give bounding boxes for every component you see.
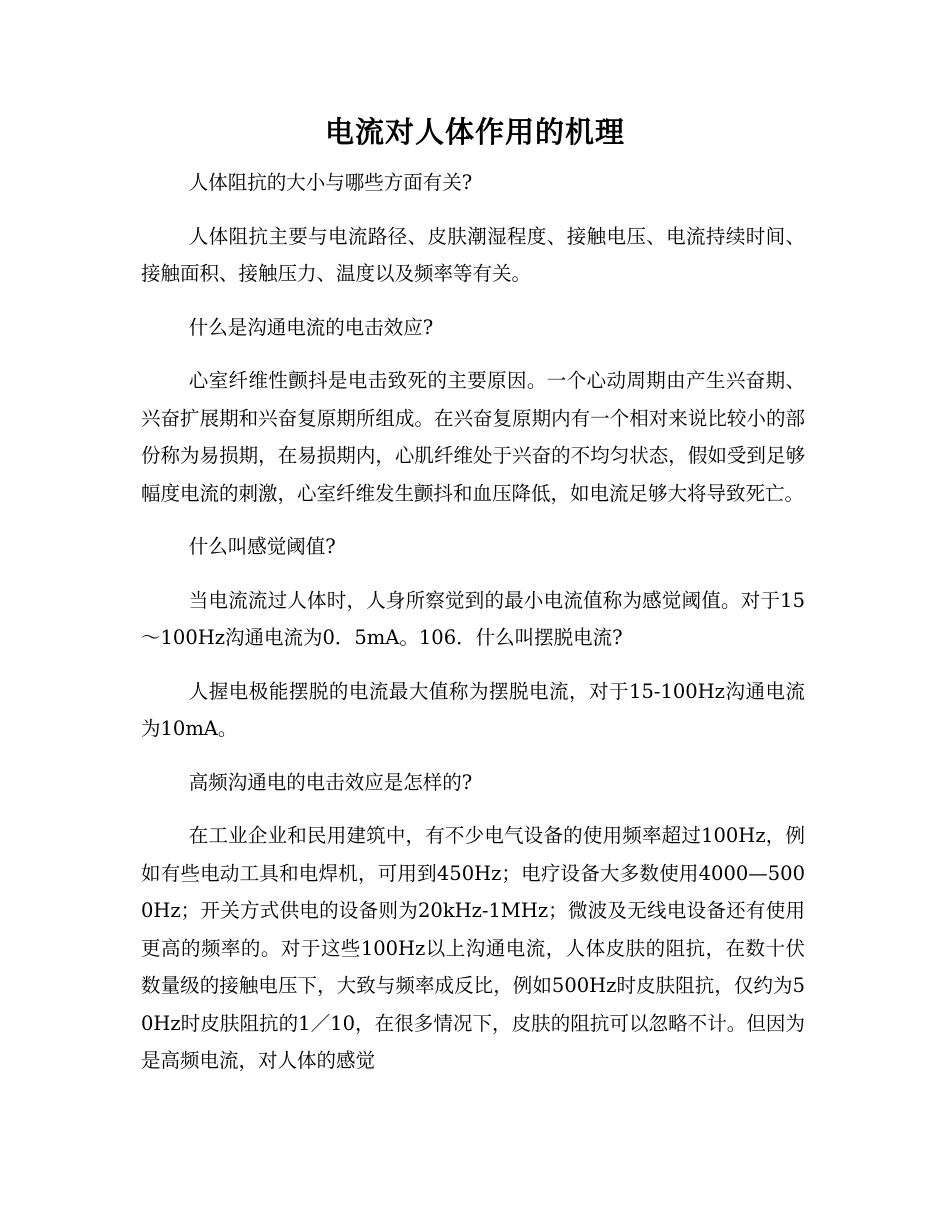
document-body bbox=[141, 164, 805, 1096]
question-impedance-factors: 人体阻抗的大小与哪些方面有关? bbox=[188, 171, 473, 194]
document-title: 电流对人体作用的机理 bbox=[324, 115, 625, 149]
answer-ac-shock-effect: 心室纤维性颤抖是电击致死的主要原因。一个心动周期由产生兴奋期、兴奋扩展期和兴奋复原期所组成。在兴奋复原期内有一个相对来说比较小的部份称为易损期，在易损期内，心肌纤维处于兴奋的不均匀状态，假如受到足够幅度电流的刺激，心室纤维发生颤抖和血压降低，如电流足够大将导致死亡。 bbox=[141, 369, 805, 505]
answer-impedance-factors: 人体阻抗主要与电流路径、皮肤潮湿程度、接触电压、电流持续时间、接触面积、接触压力、温度以及频率等有关。 bbox=[141, 224, 805, 285]
question-ac-shock-effect: 什么是沟通电流的电击效应? bbox=[188, 315, 434, 339]
question-perception-threshold: 什么叫感觉阈值? bbox=[188, 535, 336, 558]
answer-let-go-current: 人握电极能摆脱的电流最大值称为摆脱电流，对于15-100Hz沟通电流为10mA。 bbox=[141, 679, 805, 740]
answer-high-frequency-shock: 在工业企业和民用建筑中，有不少电气设备的使用频率超过100Hz，例如有些电动工具和电焊机，可用到450Hz；电疗设备大多数使用4000—5000Hz；开关方式供电的设备则为20kHz-1MHz；微波及无线电设备还有使用更高的频率的。对于这些100Hz以上沟通电流，人体皮肤的阻抗，在数十伏数量级的接触电压下，大致与频率成反比，例如500Hz时皮肤阻抗，仅约为50Hz时皮肤阻抗的1／10，在很多情况下，皮肤的阻抗可以忽略不计。但因为是高频电流，对人体的感觉 bbox=[141, 824, 805, 1072]
answer-perception-threshold: 当电流流过人体时，人身所察觉到的最小电流值称为感觉阈值。对于15～100Hz沟通电流为0．5mA。106．什么叫摆脱电流? bbox=[141, 588, 805, 649]
question-high-frequency-shock: 高频沟通电的电击效应是怎样的? bbox=[188, 770, 473, 794]
